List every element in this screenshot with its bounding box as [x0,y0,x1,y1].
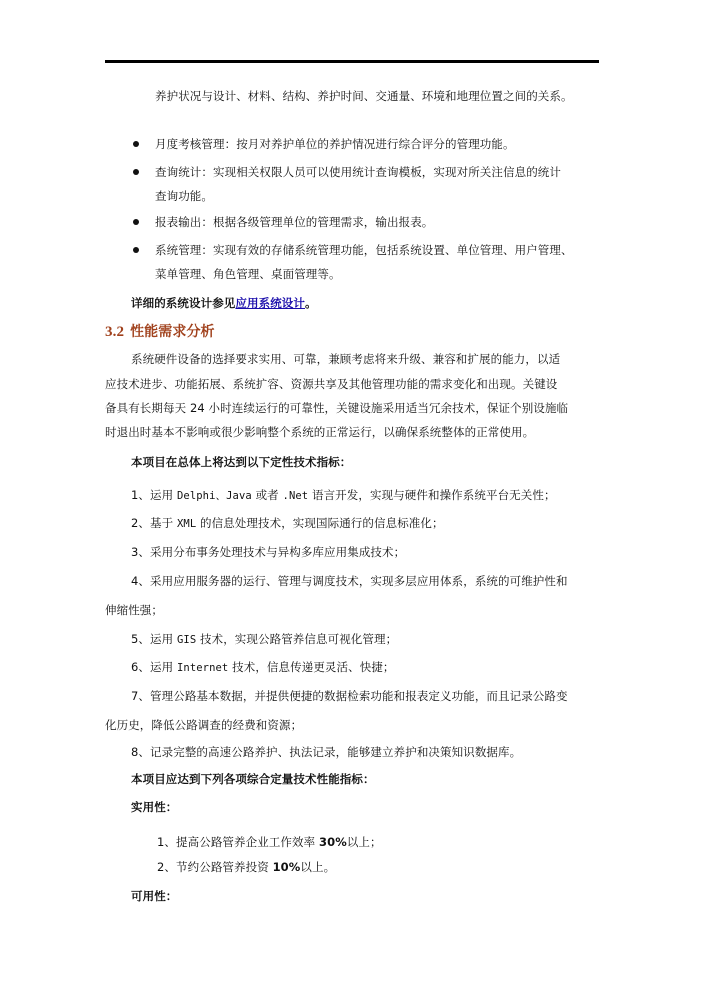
bullet-item-report: 报表输出：根据各级管理单位的管理需求，输出报表。 [155,215,434,229]
bullet-item-system: 系统管理：实现有效的存储系统管理功能，包括系统设置、单位管理、用户管理、 [155,243,573,257]
paragraph-line: 时退出时基本不影响或很少影响整个系统的正常运行，以确保系统整体的正常使用。 [105,425,535,439]
practicality-item-2: 2、节约公路管养投资 10%以上。 [157,860,336,874]
bullet-dot [133,169,139,175]
practicality-item-1: 1、提高公路管养企业工作效率 30%以上； [157,835,382,849]
paragraph-line: 系统硬件设备的选择要求实用、可靠，兼顾考虑将来升级、兼容和扩展的能力，以适 [131,352,561,366]
qual-item-3: 3、采用分布事务处理技术与异构多库应用集成技术； [131,545,406,559]
qual-item-6: 6、运用 Internet 技术，信息传递更灵活、快捷； [131,660,395,674]
bullet-item-query-cont: 查询功能。 [155,189,213,203]
application-design-link[interactable]: 应用系统设计 [235,296,306,310]
practicality-label: 实用性： [131,800,178,814]
bullet-dot [133,219,139,225]
qualitative-heading: 本项目在总体上将达到以下定性技术指标： [131,455,352,469]
qual-item-7-cont: 化历史，降低公路调查的经费和资源； [105,718,303,732]
qual-item-8: 8、记录完整的高速公路养护、执法记录，能够建立养护和决策知识数据库。 [131,745,522,759]
section-heading: 3.2 性能需求分析 [105,324,215,340]
qual-item-5: 5、运用 GIS 技术，实现公路管养信息可视化管理； [131,632,398,646]
qual-item-4: 4、采用应用服务器的运行、管理与调度技术，实现多层应用体系，系统的可维护性和 [131,574,568,588]
header-rule [105,60,599,63]
bullet-dot [133,247,139,253]
design-reference: 详细的系统设计参见应用系统设计。 [131,296,317,310]
qual-item-2: 2、基于 XML 的信息处理技术，实现国际通行的信息标准化； [131,516,444,530]
bullet-item-monthly: 月度考核管理：按月对养护单位的养护情况进行综合评分的管理功能。 [155,137,515,151]
qual-item-4-cont: 伸缩性强； [105,603,163,617]
bullet-item-query: 查询统计：实现相关权限人员可以使用统计查询模板，实现对所关注信息的统计 [155,165,561,179]
bullet-dot [133,141,139,147]
paragraph-line: 应技术进步、功能拓展、系统扩容、资源共享及其他管理功能的需求变化和出现。关键设 [105,377,558,391]
availability-label: 可用性： [131,889,178,903]
qual-item-7: 7、管理公路基本数据，并提供便捷的数据检索功能和报表定义功能，而且记录公路变 [131,689,568,703]
bullet-item-system-cont: 菜单管理、角色管理、桌面管理等。 [155,267,341,281]
quantitative-heading: 本项目应达到下列各项综合定量技术性能指标： [131,772,375,786]
intro-tail-text: 养护状况与设计、材料、结构、养护时间、交通量、环境和地理位置之间的关系。 [155,89,573,103]
paragraph-line: 备具有长期每天 24 小时连续运行的可靠性，关键设施采用适当冗余技术，保证个别设施临 [105,401,569,415]
qual-item-1: 1、运用 Delphi、Java 或者 .Net 语言开发，实现与硬件和操作系统平台无关性； [131,488,556,502]
